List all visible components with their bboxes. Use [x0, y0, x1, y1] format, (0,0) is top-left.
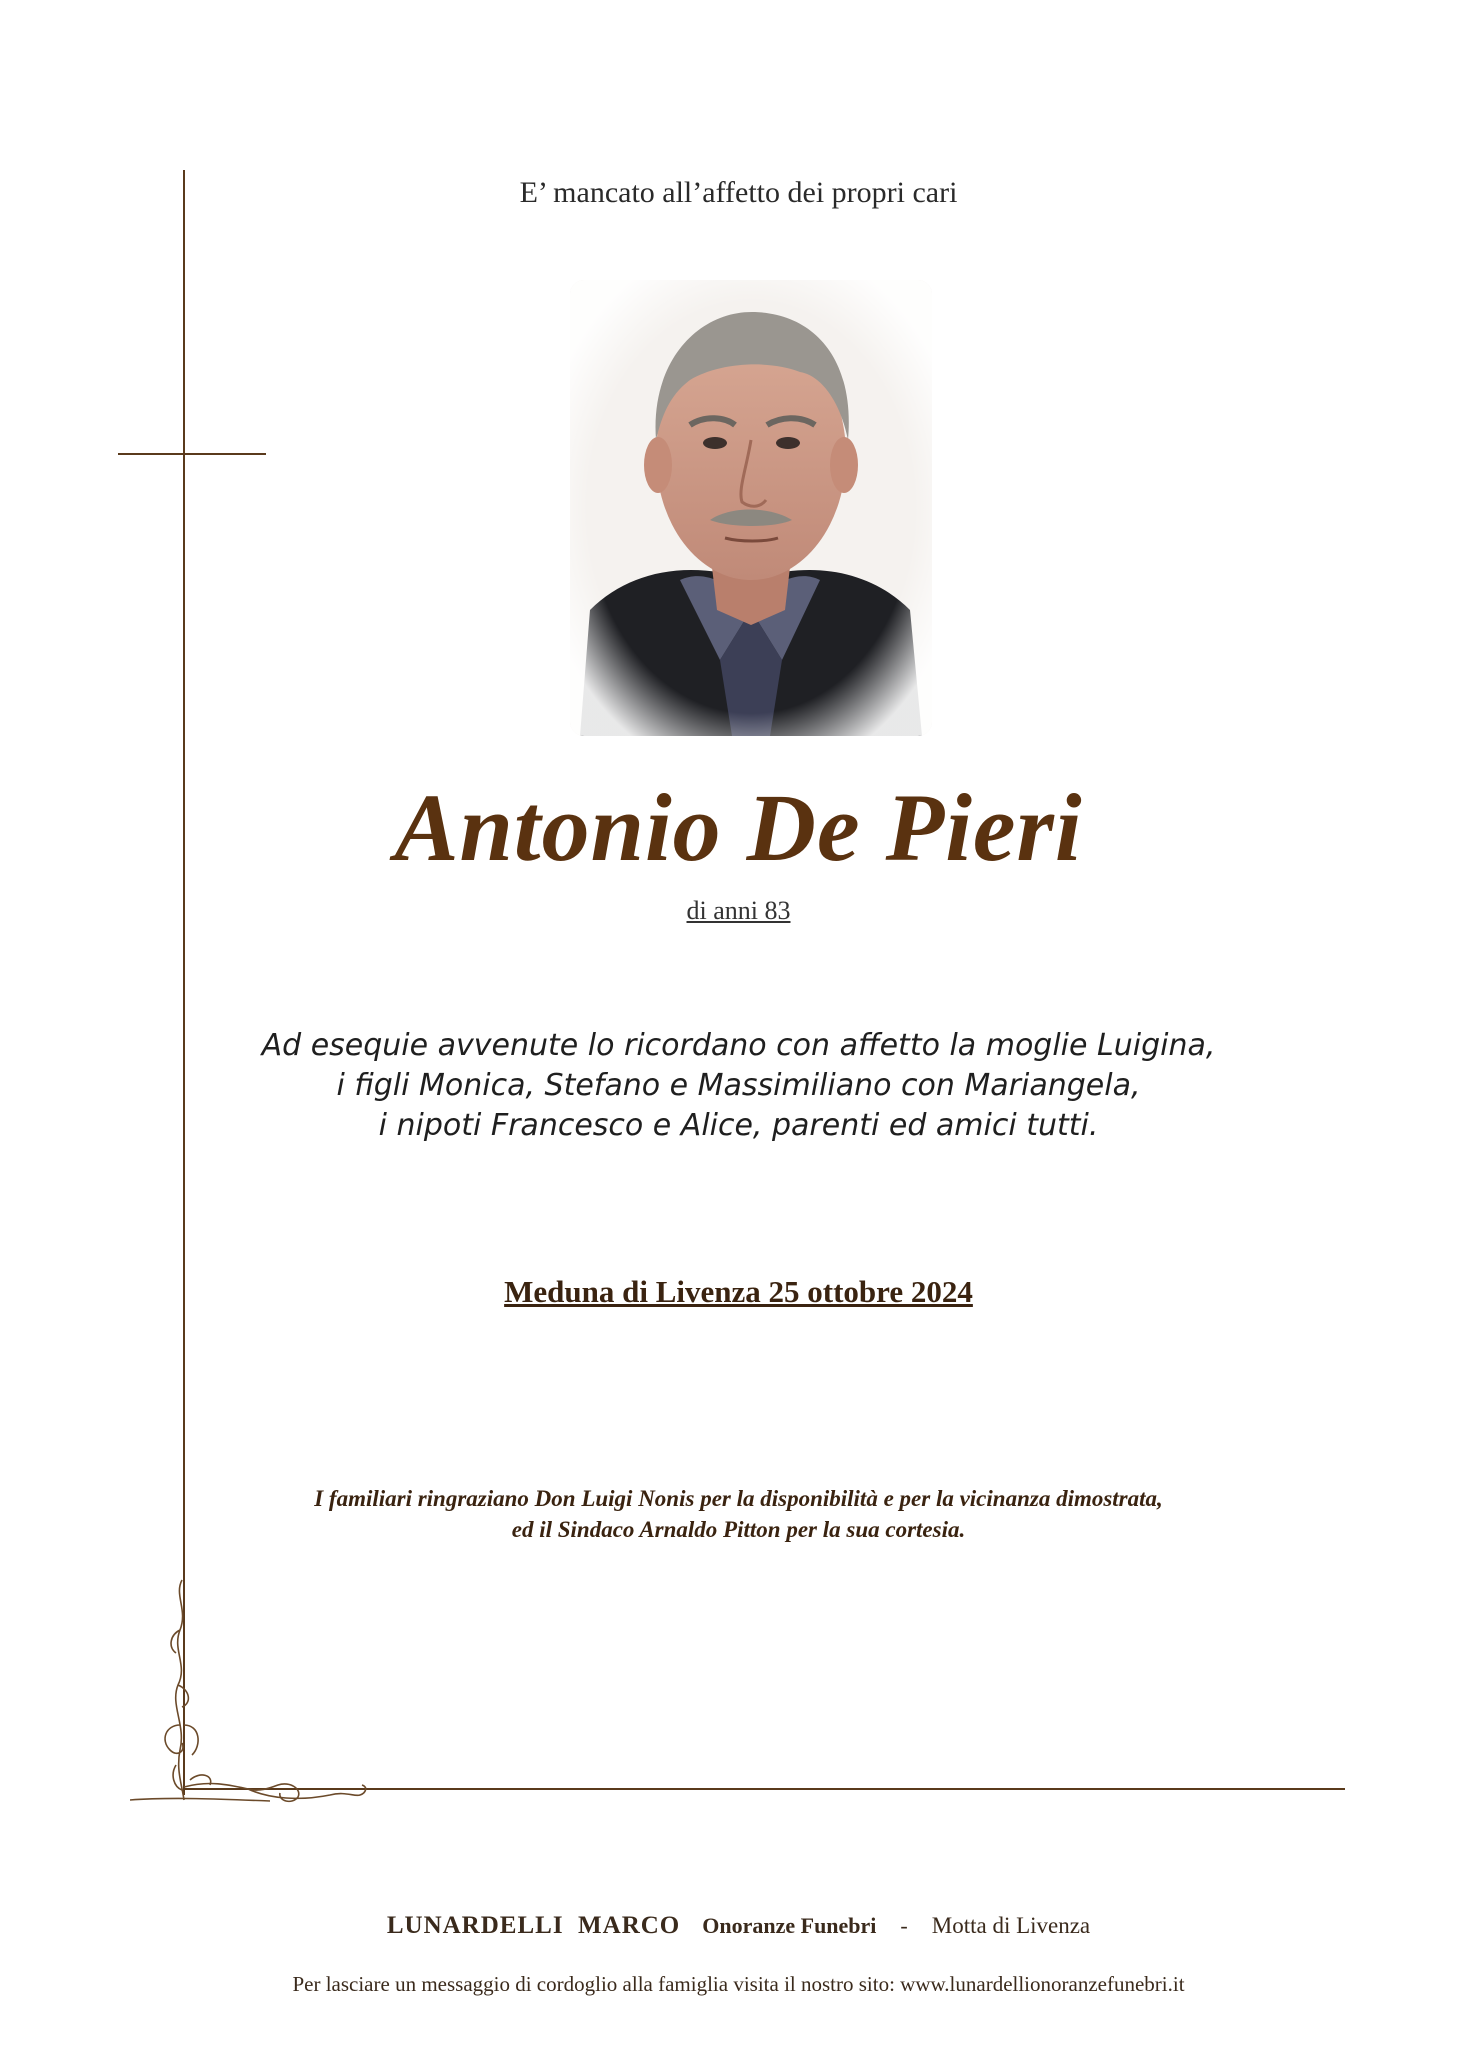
family-line: i figli Monica, Stefano e Massimiliano con Mariangela, — [336, 1068, 1141, 1103]
footer-company — [0, 1912, 1477, 1940]
company-city: Motta di Livenza — [931, 1913, 1091, 1938]
deceased-name: Antonio De Pieri — [394, 774, 1083, 881]
intro-text: E’ mancato all’affetto dei propri cari — [519, 176, 958, 209]
portrait-photo — [570, 280, 932, 736]
age-text — [0, 896, 1477, 926]
thanks-line: ed il Sindaco Arnaldo Pitton per la sua cortesia. — [511, 1517, 966, 1542]
family-message — [0, 1026, 1477, 1146]
cross-vertical-line — [183, 170, 185, 1795]
footer-separator: - — [900, 1913, 908, 1938]
thanks-message — [0, 1483, 1477, 1545]
company-name: LUNARDELLI MARCO — [386, 1912, 681, 1939]
family-line: Ad esequie avvenute lo ricordano con affetto la moglie Luigina, — [261, 1028, 1216, 1063]
company-type: Onoranze Funebri — [702, 1913, 877, 1938]
place-date — [0, 1274, 1477, 1310]
thanks-line: I familiari ringraziano Don Luigi Nonis per la disponibilità e per la vicinanza dimostrata, — [314, 1486, 1163, 1511]
age-value: di anni 83 — [686, 896, 791, 925]
family-line: i nipoti Francesco e Alice, parenti ed amici tutti. — [378, 1108, 1099, 1143]
floral-ornament-icon — [130, 1575, 400, 1810]
cross-horizontal-line — [118, 453, 266, 455]
footer-website-note: Per lasciare un messaggio di cordoglio alla famiglia visita il nostro sito: www.lunardellionoranzefunebri.it — [292, 1972, 1185, 1996]
place-date-text: Meduna di Livenza 25 ottobre 2024 — [504, 1274, 973, 1309]
